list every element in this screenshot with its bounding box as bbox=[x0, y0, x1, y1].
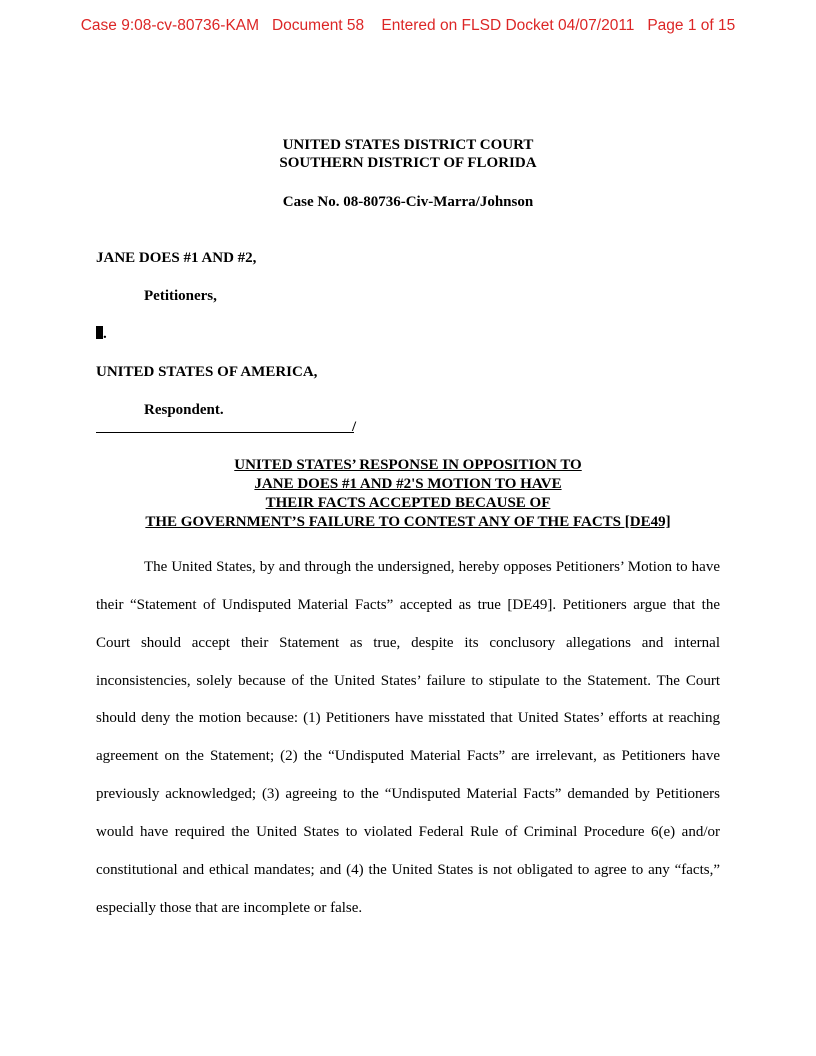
caption-slash: / bbox=[352, 419, 357, 435]
body-paragraph: The United States, by and through the undersigned, hereby opposes Petitioners’ Motion to have their “Statement of Undisputed Material Facts” accepted as true [DE49]. Petitioners argue that the Court should accept their Statement as true, despite its conclusory allegations and internal inconsistencies, solely because of the United States’ failure to stipulate to the Statement. The Court should deny the motion because: (1) Petitioners have misstated that United States’ efforts at reaching agreement on the Statement; (2) the “Undisputed Material Facts” are irrelevant, as Petitioners have previously acknowledged; (3) agreeing to the “Undisputed Material Facts” demanded by Petitioners would have required the United States to violated Federal Rule of Criminal Procedure 6(e) and/or constitutional and ethical mandates; and (4) the United States is not obligated to agree to any “facts,” especially those that are incomplete or false. bbox=[96, 559, 720, 916]
redaction-mark bbox=[96, 326, 103, 339]
respondent-name: UNITED STATES OF AMERICA, bbox=[96, 364, 318, 380]
court-district: SOUTHERN DISTRICT OF FLORIDA bbox=[279, 155, 537, 171]
docket-header-stamp: Case 9:08-cv-80736-KAM Document 58 Entered on FLSD Docket 04/07/2011 Page 1 of 15 bbox=[80, 17, 736, 34]
court-name: UNITED STATES DISTRICT COURT bbox=[282, 137, 534, 153]
versus-suffix: . bbox=[103, 326, 107, 342]
title-line-4: THE GOVERNMENT’S FAILURE TO CONTEST ANY OF THE FACTS [DE49] bbox=[145, 514, 671, 530]
respondent-role: Respondent. bbox=[144, 402, 224, 418]
title-line-3: THEIR FACTS ACCEPTED BECAUSE OF bbox=[265, 495, 551, 511]
versus-line bbox=[96, 325, 107, 343]
petitioner-name: JANE DOES #1 AND #2, bbox=[96, 250, 257, 266]
document-title bbox=[0, 456, 816, 532]
title-line-2: JANE DOES #1 AND #2'S MOTION TO HAVE bbox=[254, 476, 562, 492]
caption-rule bbox=[96, 420, 354, 433]
title-line-1: UNITED STATES’ RESPONSE IN OPPOSITION TO bbox=[234, 457, 582, 473]
petitioner-role: Petitioners, bbox=[144, 288, 217, 304]
case-number: Case No. 08-80736-Civ-Marra/Johnson bbox=[282, 194, 534, 210]
